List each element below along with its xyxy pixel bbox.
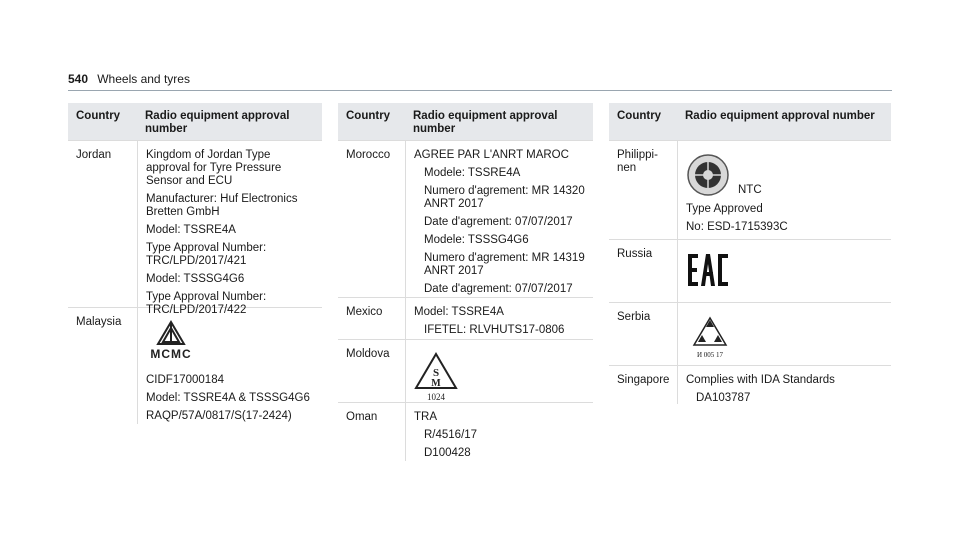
table-row: [338, 339, 593, 402]
ntc-caption: NTC: [738, 184, 762, 196]
country-cell: Mexico: [346, 306, 383, 318]
approval-cell: [677, 303, 891, 365]
page-number: 540: [68, 72, 89, 86]
approval-line: Numero d'agrement: MR 14319 ANRT 2017: [424, 252, 585, 277]
approval-table-2: [338, 103, 593, 461]
table-header: [68, 103, 322, 140]
approval-line: Model: TSSSG4G6: [146, 273, 245, 285]
approval-cell: [405, 141, 593, 297]
approval-line: RAQP/57A/0817/S(17-2424): [146, 410, 292, 422]
approval-line: R/4516/17: [424, 429, 478, 441]
svg-text:MCMC: MCMC: [150, 347, 192, 361]
serbia-conformity-mark: [686, 315, 883, 365]
approval-line: Modele: TSSSG4G6: [424, 234, 529, 246]
approval-line: D100428: [424, 447, 471, 459]
table-row: [68, 307, 322, 424]
header-approval: Radio equipment approval number: [685, 110, 875, 122]
approval-cell: [137, 308, 322, 424]
country-cell: Serbia: [617, 311, 651, 323]
approval-cell: [137, 141, 322, 316]
table-header: [609, 103, 891, 140]
header-country: Country: [346, 110, 391, 122]
header-country: Country: [76, 110, 121, 122]
mark-code: 1024: [427, 392, 445, 402]
approval-cell: [405, 403, 593, 461]
table-row: [338, 297, 593, 339]
approval-line: Kingdom of Jordan Type approval for Tyre Pressure Sensor and ECU: [146, 149, 282, 187]
approval-line: Date d'agrement: 07/07/2017: [424, 216, 573, 228]
country-cell: Malaysia: [76, 316, 122, 328]
approval-cell: [677, 366, 891, 404]
header-approval: Radio equipment approval number: [413, 110, 558, 135]
approval-line: IFETEL: RLVHUTS17-0806: [424, 324, 565, 336]
ntc-mark: [686, 153, 883, 197]
approval-table-1: [68, 103, 322, 424]
eac-mark: [686, 252, 883, 292]
moldova-conformity-mark: [414, 352, 585, 406]
approval-cell: [677, 141, 891, 239]
header-approval: Radio equipment approval number: [145, 110, 290, 135]
header-country: Country: [617, 110, 662, 122]
mcmc-logo: [146, 320, 314, 368]
approval-cell: [405, 340, 593, 402]
table-row: [338, 402, 593, 461]
approval-line: Complies with IDA Standards: [686, 374, 835, 386]
approval-line: Type Approval Number: TRC/LPD/2017/421: [146, 242, 267, 267]
approval-line: Model: TSSRE4A & TSSSG4G6: [146, 392, 310, 404]
country-cell: Oman: [346, 411, 378, 423]
svg-text:S: S: [432, 367, 440, 379]
country-cell: Morocco: [346, 149, 391, 161]
table-row: [338, 140, 593, 297]
country-cell: Moldova: [346, 348, 390, 360]
country-cell: Jordan: [76, 149, 112, 161]
approval-line: Numero d'agrement: MR 14320 ANRT 2017: [424, 185, 585, 210]
approval-line: TRA: [414, 411, 437, 423]
approval-table-3: [609, 103, 891, 404]
approval-line: Type Approved: [686, 203, 763, 215]
page-title: Wheels and tyres: [97, 72, 190, 86]
approval-line: Model: TSSRE4A: [414, 306, 504, 318]
table-row: [609, 140, 891, 239]
country-cell: Singapore: [617, 374, 670, 386]
approval-cell: [677, 240, 891, 302]
approval-line: No: ESD-1715393C: [686, 221, 788, 233]
approval-line: Type Approval Number: TRC/LPD/2017/422: [146, 291, 267, 316]
approval-line: DA103787: [696, 392, 751, 404]
approval-line: Model: TSSRE4A: [146, 224, 236, 236]
approval-line: Manufacturer: Huf Electronics Bretten GmbH: [146, 193, 298, 218]
table-row: [609, 302, 891, 365]
table-header: [338, 103, 593, 140]
ntc-seal-logo: [686, 153, 730, 197]
approval-line: AGREE PAR L'ANRT MAROC: [414, 149, 569, 161]
country-cell: Russia: [617, 248, 653, 260]
table-row: [68, 140, 322, 316]
svg-text:M: M: [431, 378, 441, 389]
table-row: [609, 365, 891, 404]
header-divider: [68, 90, 892, 91]
table-row: [609, 239, 891, 302]
approval-line: Modele: TSSRE4A: [424, 167, 521, 179]
country-cell: Philippi- nen: [617, 149, 658, 174]
mark-code: И 005 17: [696, 351, 724, 359]
approval-line: Date d'agrement: 07/07/2017: [424, 283, 573, 295]
approval-cell: [405, 298, 593, 339]
page-header: [68, 72, 190, 88]
approval-line: CIDF17000184: [146, 374, 224, 386]
